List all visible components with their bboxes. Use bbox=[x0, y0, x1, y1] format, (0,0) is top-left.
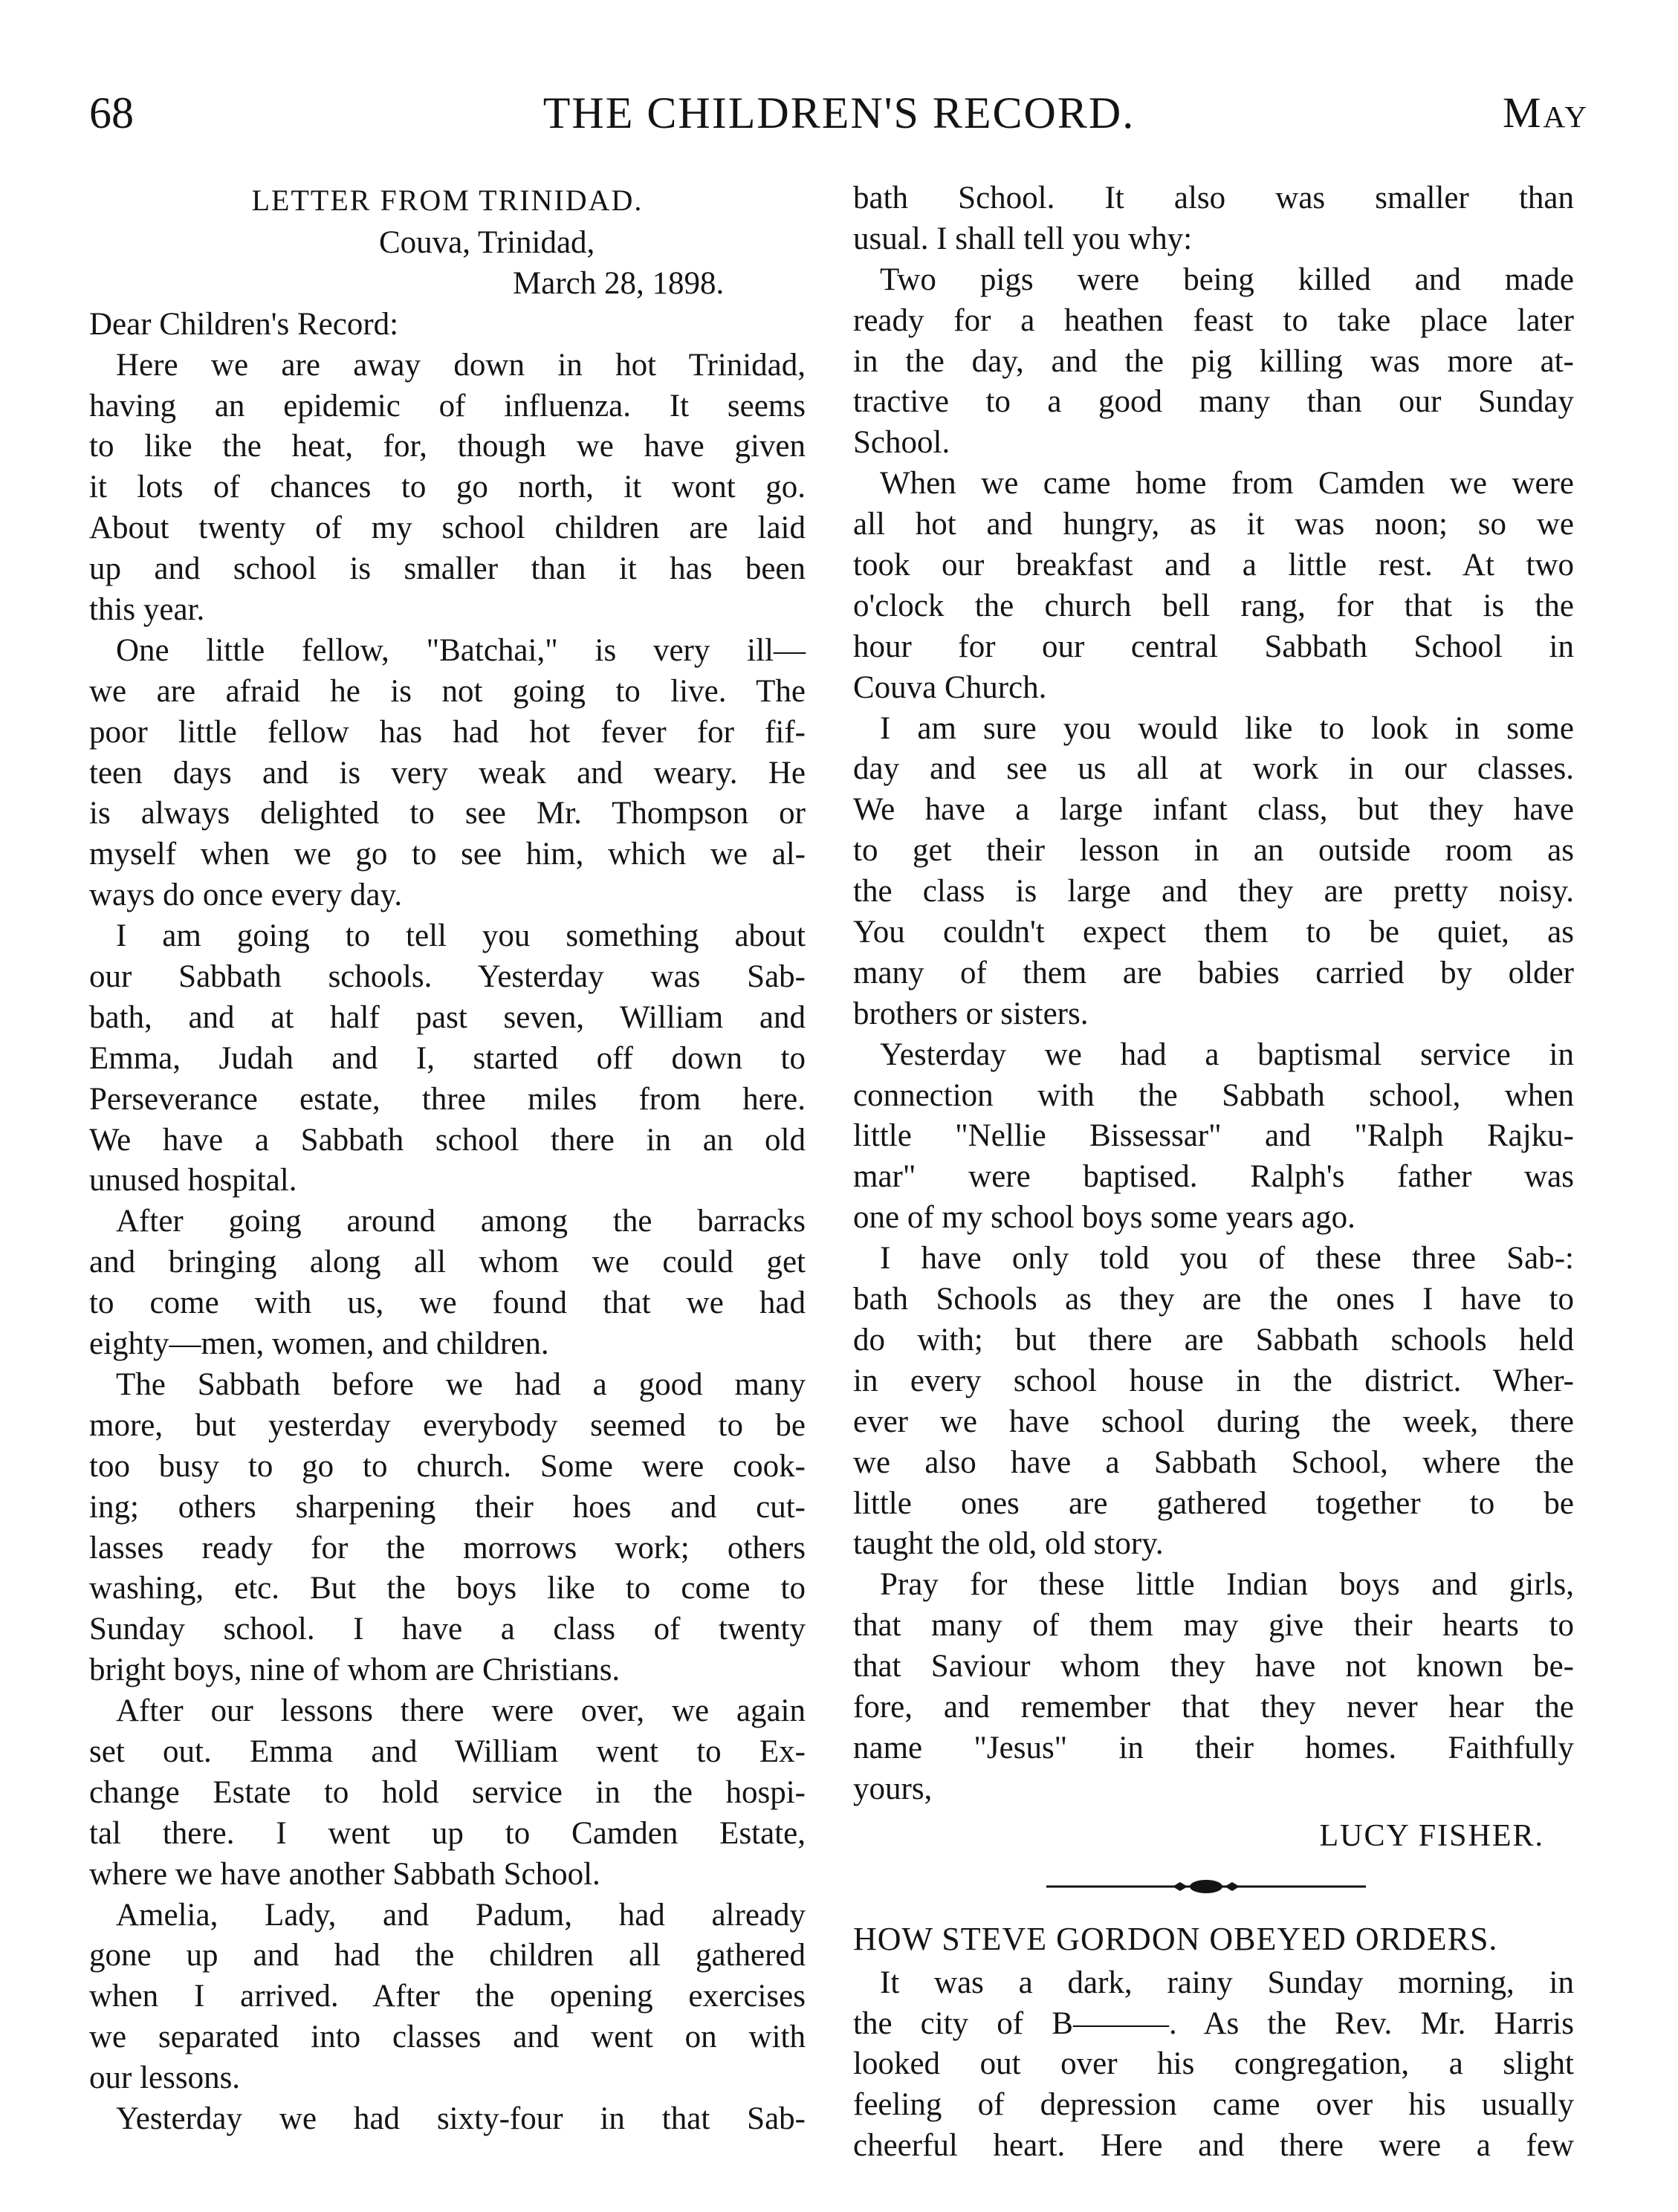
text-line: myself when we go to see him, which we al- bbox=[89, 837, 806, 872]
text-line: more, but yesterday everybody seemed to be bbox=[89, 1407, 806, 1443]
text-line: washing, etc. But the boys like to come to bbox=[89, 1571, 806, 1606]
text-line: mar" were baptised. Ralph's father was bbox=[853, 1159, 1574, 1195]
text-line: in the day, and the pig killing was more at- bbox=[853, 343, 1574, 379]
text-line: that Saviour whom they have not known be- bbox=[853, 1649, 1574, 1684]
page-header bbox=[89, 88, 1589, 147]
text-line: ever we have school during the week, there bbox=[853, 1404, 1574, 1439]
text-line: Here we are away down in hot Trinidad, bbox=[116, 347, 806, 383]
text-line: We have a large infant class, but they have bbox=[853, 792, 1574, 828]
right-column bbox=[853, 178, 1574, 2167]
text-line: The Sabbath before we had a good many bbox=[116, 1366, 806, 1402]
story-title: HOW STEVE GORDON OBEYED ORDERS. bbox=[853, 1920, 1498, 1957]
text-line: Sunday school. I have a class of twenty bbox=[89, 1612, 806, 1647]
text-line: in every school house in the district. Wher- bbox=[853, 1363, 1574, 1398]
text-line: connection with the Sabbath school, when bbox=[853, 1077, 1574, 1113]
text-line: many of them are babies carried by older bbox=[853, 955, 1574, 990]
text-line: our Sabbath schools. Yesterday was Sab- bbox=[89, 959, 806, 995]
text-line: unused hospital. bbox=[89, 1163, 297, 1199]
text-line: up and school is smaller than it has been bbox=[89, 551, 806, 587]
text-line: Yesterday we had sixty-four in that Sab- bbox=[116, 2101, 806, 2136]
text-line: hour for our central Sabbath School in bbox=[853, 629, 1574, 664]
text-line: this year. bbox=[89, 592, 205, 628]
text-line: where we have another Sabbath School. bbox=[89, 1856, 600, 1892]
text-line: the city of B———. As the Rev. Mr. Harris bbox=[853, 2005, 1574, 2041]
text-line: I am sure you would like to look in some bbox=[880, 710, 1574, 746]
text-line: About twenty of my school children are laid bbox=[89, 510, 806, 546]
letter-title: LETTER FROM TRINIDAD. bbox=[251, 184, 644, 217]
journal-title: THE CHILDREN'S RECORD. bbox=[542, 88, 1136, 137]
text-line: and bringing along all whom we could get bbox=[89, 1245, 806, 1280]
text-line: to come with us, we found that we had bbox=[89, 1285, 806, 1321]
text-line: bath School. It also was smaller than bbox=[853, 181, 1574, 215]
text-line: When we came home from Camden we were bbox=[880, 466, 1574, 502]
text-line: lasses ready for the morrows work; others bbox=[89, 1530, 806, 1566]
text-line: Couva Church. bbox=[853, 669, 1047, 705]
text-line: cheerful heart. Here and there were a few bbox=[853, 2128, 1574, 2164]
text-line: I have only told you of these three Sab-: bbox=[880, 1241, 1574, 1277]
text-line: ready for a heathen feast to take place later bbox=[853, 302, 1574, 338]
text-line: After going around among the barracks bbox=[116, 1204, 806, 1239]
text-line: tractive to a good many than our Sunday bbox=[853, 384, 1574, 420]
text-line: took our breakfast and a little rest. At two bbox=[853, 548, 1574, 583]
left-column bbox=[89, 178, 806, 2140]
text-line: it lots of chances to go north, it wont go. bbox=[89, 470, 806, 505]
text-line: usual. I shall tell you why: bbox=[853, 221, 1193, 256]
signature: LUCY FISHER. bbox=[1319, 1818, 1544, 1853]
text-line: yours, bbox=[853, 1771, 933, 1806]
text-line: to like the heat, for, though we have given bbox=[89, 429, 806, 464]
page-number: 68 bbox=[89, 88, 134, 137]
dateline-date: March 28, 1898. bbox=[513, 265, 725, 301]
text-line: we separated into classes and went on with bbox=[89, 2020, 806, 2055]
text-line: tal there. I went up to Camden Estate, bbox=[89, 1815, 806, 1851]
text-line: bright boys, nine of whom are Christians. bbox=[89, 1652, 621, 1688]
text-line: Amelia, Lady, and Padum, had already bbox=[116, 1897, 806, 1933]
text-line: We have a Sabbath school there in an old bbox=[89, 1122, 806, 1158]
text-line: gone up and had the children all gathered bbox=[89, 1938, 806, 1973]
text-line: brothers or sisters. bbox=[853, 996, 1089, 1031]
text-line: the class is large and they are pretty noisy. bbox=[853, 874, 1574, 909]
text-line: set out. Emma and William went to Ex- bbox=[89, 1733, 806, 1769]
letter-body-right bbox=[853, 178, 1574, 1810]
text-line: o'clock the church bell rang, for that is the bbox=[853, 588, 1574, 623]
text-line: Perseverance estate, three miles from here. bbox=[89, 1081, 806, 1117]
text-line: when I arrived. After the opening exercises bbox=[89, 1979, 806, 2014]
letter-body-left bbox=[89, 346, 806, 2140]
text-line: little ones are gathered together to be bbox=[853, 1485, 1574, 1521]
text-line: little "Nellie Bissessar" and "Ralph Rajku- bbox=[853, 1118, 1574, 1154]
text-line: School. bbox=[853, 425, 950, 461]
text-line: Pray for these little Indian boys and girls, bbox=[880, 1567, 1574, 1603]
text-line: feeling of depression came over his usually bbox=[853, 2087, 1574, 2123]
ornament-rule-icon bbox=[1046, 1875, 1366, 1898]
text-line: poor little fellow has had hot fever for fif- bbox=[89, 714, 806, 750]
text-line: Two pigs were being killed and made bbox=[880, 262, 1574, 297]
text-line: change Estate to hold service in the hospi- bbox=[89, 1774, 806, 1810]
text-line: ing; others sharpening their hoes and cut- bbox=[89, 1489, 806, 1525]
text-line: Yesterday we had a baptismal service in bbox=[880, 1037, 1574, 1072]
text-line: too busy to go to church. Some were cook- bbox=[89, 1448, 806, 1484]
text-line: It was a dark, rainy Sunday morning, in bbox=[880, 1965, 1574, 2000]
text-line: fore, and remember that they never hear the bbox=[853, 1689, 1574, 1725]
text-line: to get their lesson in an outside room as bbox=[853, 833, 1574, 869]
text-line: is always delighted to see Mr. Thompson or bbox=[89, 796, 806, 831]
text-line: One little fellow, "Batchai," is very ill— bbox=[116, 632, 806, 668]
text-line: having an epidemic of influenza. It seems bbox=[89, 388, 806, 424]
text-line: our lessons. bbox=[89, 2060, 241, 2096]
salutation: Dear Children's Record: bbox=[89, 306, 399, 342]
text-line: name "Jesus" in their homes. Faithfully bbox=[853, 1730, 1574, 1765]
text-line: teen days and is very weak and weary. He bbox=[89, 755, 806, 791]
text-line: do with; but there are Sabbath schools held bbox=[853, 1322, 1574, 1358]
text-line: day and see us all at work in our classes. bbox=[853, 751, 1574, 787]
text-line: one of my school boys some years ago. bbox=[853, 1200, 1355, 1236]
text-line: eighty—men, women, and children. bbox=[89, 1326, 549, 1362]
text-line: we are afraid he is not going to live. The bbox=[89, 673, 806, 709]
issue-month: May bbox=[1502, 88, 1589, 137]
text-line: we also have a Sabbath School, where the bbox=[853, 1444, 1574, 1480]
text-line: Emma, Judah and I, started off down to bbox=[89, 1040, 806, 1076]
text-line: bath Schools as they are the ones I have to bbox=[853, 1282, 1574, 1317]
text-line: After our lessons there were over, we again bbox=[116, 1693, 806, 1729]
text-line: taught the old, old story. bbox=[853, 1526, 1164, 1562]
dateline-place: Couva, Trinidad, bbox=[379, 225, 595, 260]
text-line: looked out over his congregation, a slight bbox=[853, 2046, 1574, 2082]
text-line: ways do once every day. bbox=[89, 878, 403, 913]
text-line: bath, and at half past seven, William and bbox=[89, 999, 806, 1035]
text-line: all hot and hungry, as it was noon; so we bbox=[853, 507, 1574, 542]
section-divider bbox=[853, 1862, 1574, 1916]
text-line: that many of them may give their hearts to bbox=[853, 1608, 1574, 1644]
story-body bbox=[853, 1963, 1574, 2167]
text-line: I am going to tell you something about bbox=[116, 918, 806, 954]
text-line: You couldn't expect them to be quiet, as bbox=[853, 915, 1574, 950]
